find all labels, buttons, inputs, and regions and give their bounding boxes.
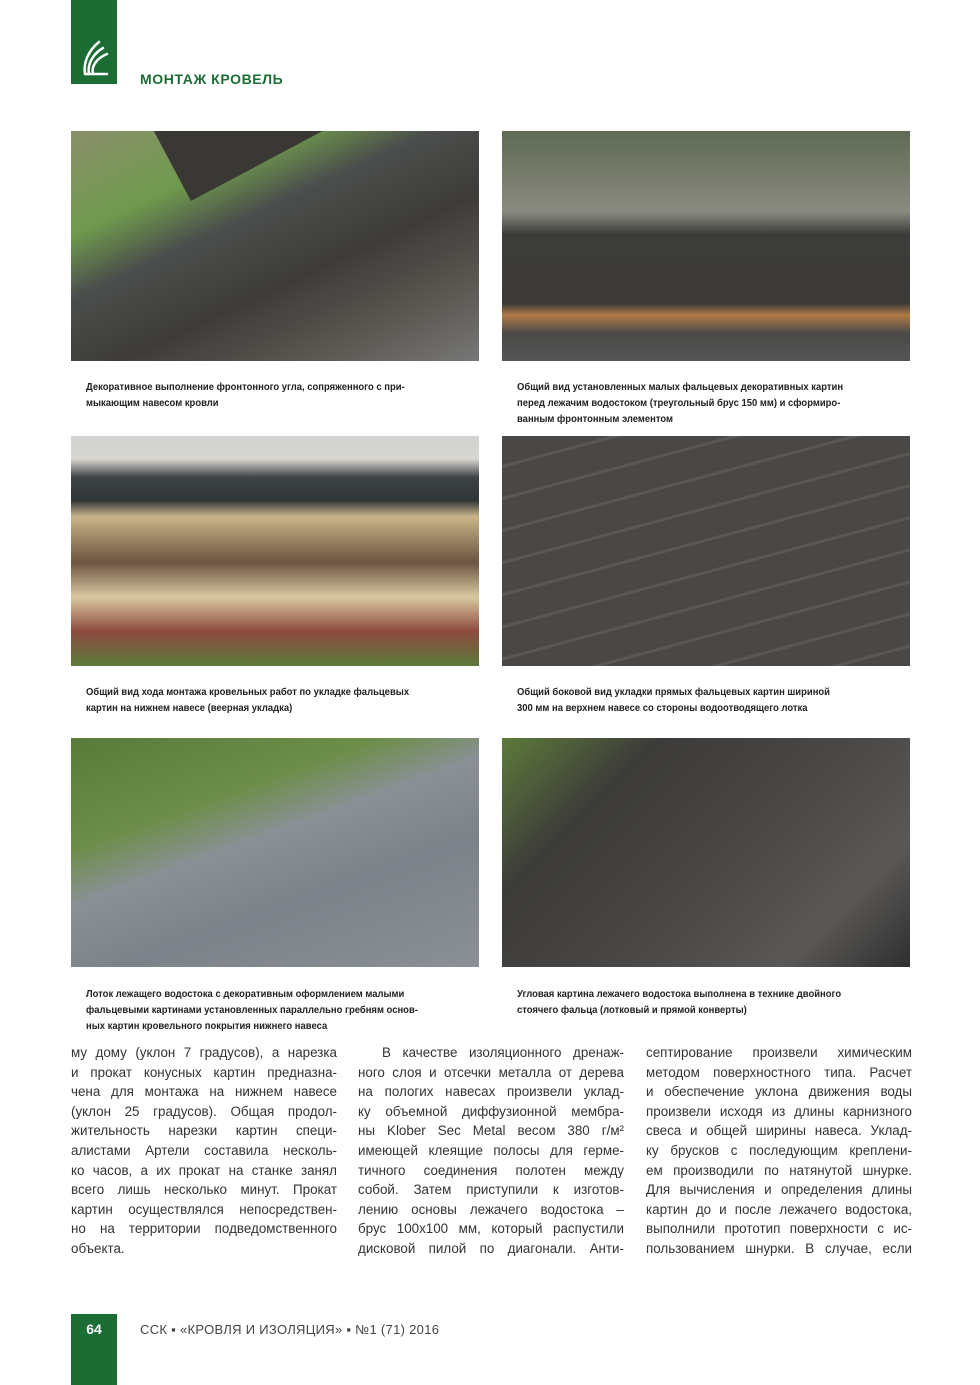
photo-caption: Лоток лежащего водостока с декоративным оформлением малыми фальцевыми картинами установленных параллельно гребням основ- ных картин кровельного покрытия нижнего навеса (86, 988, 418, 1032)
photo-small-seam-panels (502, 131, 910, 361)
section-title: МОНТАЖ КРОВЕЛЬ (140, 71, 284, 87)
photo-caption: Общий вид установленных малых фальцевых декоративных картин перед лежачим водостоком (треугольный брус 150 мм) и сформиро- ванным фронтонным элементом (517, 381, 844, 425)
photo-caption: Общий боковой вид укладки прямых фальцевых картин шириной 300 мм на верхнем навесе со стороны водоотводящего лотка (517, 686, 830, 714)
footer-green-bar (71, 1314, 117, 1385)
magazine-logo-icon (77, 38, 111, 78)
photo-caption: Общий вид хода монтажа кровельных работ по укладке фальцевых картин на нижнем навесе (веерная укладка) (86, 686, 410, 714)
photo-caption: Декоративное выполнение фронтонного угла, сопряженного с при- мыкающим навесом кровли (86, 381, 405, 409)
body-column-1: му дому (уклон 7 градусов), а нарезка и прокат конусных картин предназна- чена для монтажа на нижнем навесе (уклон 25 градусов). Общая продол- жительность нарезки картин специ- алистами Артели составила несколь- ко часов, а их прокат на станке занял всего лишь несколько минут. Прокат картин осуществлялся непосредствен- но на территории подведомственного объекта. (71, 1045, 337, 1256)
header-green-bar (71, 0, 117, 84)
body-column-3: септирование произвели химическим методом поверхностного типа. Расчет и обеспечение уклона движения воды произвели исходя из длины карнизного свеса и общей ширины навеса. Уклад- ку брусков с последующим креплени- ем производили по натянутой шнурке. Для вычисления и определения длины картин до и после лежачего водостока, выполнили прототип поверхности с ис- пользованием шнурки. В случае, если (646, 1045, 912, 1256)
photo-caption: Угловая картина лежачего водостока выполнена в технике двойного стоячего фальца (лотковый и прямой конверты) (517, 988, 842, 1016)
photo-gutter-tray (71, 738, 479, 967)
photo-lower-canopy (71, 436, 479, 666)
page-number: 64 (86, 1321, 102, 1337)
photo-side-view-seams (502, 436, 910, 666)
photo-corner-panel (502, 738, 910, 967)
photo-gable-corner (71, 131, 479, 361)
body-column-2: В качестве изоляционного дренаж- ного слоя и отсечки металла от дерева на пологих навесах произвели уклад- ку объемной диффузионной мембра- ны Klober Sec Metal весом 380 г/м² имеющей клеящие полосы для герме- тичного соединения полотен между собой. Затем приступили к изготов- лению основы лежачего водостока – брус 100х100 мм, который распустили дисковой пилой по диагонали. Анти- (358, 1045, 624, 1256)
publication-info: ССК ▪ «КРОВЛЯ И ИЗОЛЯЦИЯ» ▪ №1 (71) 2016 (140, 1322, 440, 1337)
